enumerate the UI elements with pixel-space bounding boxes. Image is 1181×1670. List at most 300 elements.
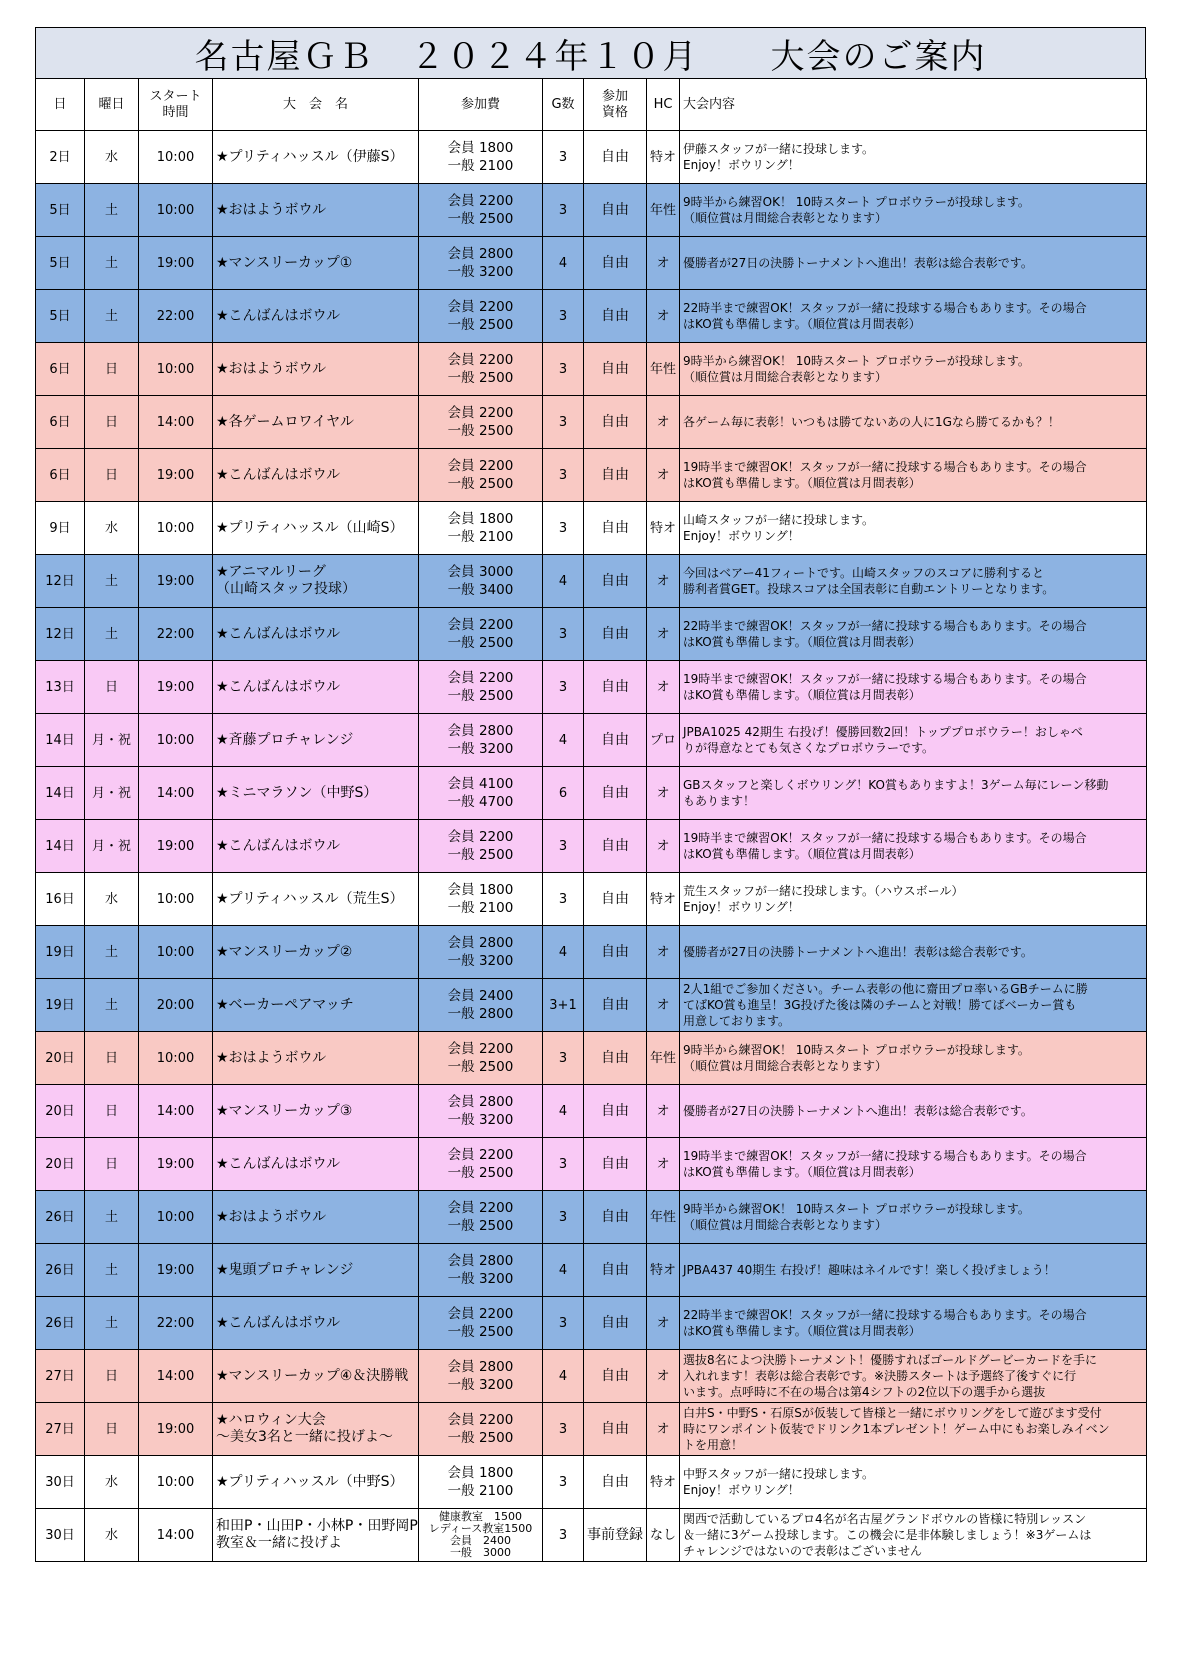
event-name-cell-line: ★こんばんはボウル	[216, 625, 341, 642]
games-cell: 4	[543, 1244, 584, 1297]
content-cell	[680, 1138, 1147, 1191]
event-name-cell-line: ★アニマルリーグ	[216, 564, 326, 580]
fee-cell-line: 会員 2200	[447, 352, 514, 368]
condition-cell: 自由	[584, 1456, 647, 1509]
condition-cell: 自由	[584, 1085, 647, 1138]
day-cell: 14日	[36, 820, 85, 873]
fee-cell-line: 一般 2500	[447, 1430, 514, 1446]
fee-cell-line: 健康教室 1500	[439, 1510, 522, 1523]
hc-cell: オ	[647, 608, 680, 661]
content-cell-line: 入れれます！表彰は総合表彰です。※決勝スタートは予選終了後すぐに行	[683, 1369, 1077, 1383]
games-cell: 3+1	[543, 979, 584, 1032]
fee-cell-line: 会員 2800	[447, 935, 514, 951]
weekday-cell: 水	[85, 502, 139, 555]
event-name-cell	[213, 767, 419, 820]
start-time-cell: 19:00	[139, 237, 213, 290]
games-cell: 3	[543, 1032, 584, 1085]
header-fee: 参加費	[419, 79, 543, 131]
day-cell: 2日	[36, 131, 85, 184]
content-cell-line: はKO賞も準備します。（順位賞は月間表彰）	[683, 688, 921, 702]
event-name-cell-line: ★おはようボウル	[216, 360, 327, 377]
games-cell: 3	[543, 1403, 584, 1456]
content-cell-line: はKO賞も準備します。（順位賞は月間表彰）	[683, 317, 921, 331]
table-row	[36, 608, 1147, 661]
start-time-cell: 22:00	[139, 608, 213, 661]
games-cell: 3	[543, 661, 584, 714]
content-cell-line: （順位賞は月間総合表彰となります）	[683, 211, 888, 225]
fee-cell-line: 一般 2500	[447, 211, 514, 227]
content-cell	[680, 237, 1147, 290]
condition-cell: 自由	[584, 555, 647, 608]
event-name-cell	[213, 396, 419, 449]
fee-cell-line: 会員 1800	[447, 140, 514, 156]
day-cell: 6日	[36, 396, 85, 449]
table-row	[36, 1297, 1147, 1350]
content-cell-line: Enjoy！ボウリング！	[683, 1483, 800, 1497]
event-name-cell-line: ★こんばんはボウル	[216, 1314, 341, 1331]
start-time-cell: 14:00	[139, 1350, 213, 1403]
table-row	[36, 714, 1147, 767]
fee-cell-line: 会員 2200	[447, 617, 514, 633]
event-name-cell-line: ★こんばんはボウル	[216, 678, 341, 695]
content-cell-line: 9時半から練習OK！ 10時スタート プロボウラーが投球します。	[683, 195, 1030, 209]
fee-cell-line: 一般 2500	[447, 1218, 514, 1234]
games-cell: 4	[543, 714, 584, 767]
table-row	[36, 237, 1147, 290]
header-content: 大会内容	[680, 79, 1147, 131]
content-cell-line: 山崎スタッフが一緒に投球します。	[683, 513, 875, 527]
start-time-cell: 14:00	[139, 1509, 213, 1562]
hc-cell: 特オ	[647, 1456, 680, 1509]
hc-cell: オ	[647, 820, 680, 873]
hc-cell: オ	[647, 1138, 680, 1191]
content-cell-line: JPBA437 40期生 右投げ！趣味はネイルです！楽しく投げましょう！	[683, 1263, 1056, 1277]
condition-cell: 自由	[584, 184, 647, 237]
condition-cell: 自由	[584, 1403, 647, 1456]
content-cell	[680, 714, 1147, 767]
condition-cell: 自由	[584, 131, 647, 184]
weekday-cell: 土	[85, 290, 139, 343]
condition-cell: 自由	[584, 979, 647, 1032]
schedule-table	[35, 78, 1147, 1562]
event-name-cell	[213, 449, 419, 502]
event-name-cell	[213, 290, 419, 343]
fee-cell	[419, 237, 543, 290]
content-cell-line: （順位賞は月間総合表彰となります）	[683, 370, 888, 384]
games-cell: 3	[543, 873, 584, 926]
fee-cell-line: 会員 2200	[447, 405, 514, 421]
fee-cell	[419, 1244, 543, 1297]
games-cell: 3	[543, 1138, 584, 1191]
fee-cell-line: 一般 2500	[447, 1059, 514, 1075]
fee-cell-line: 一般 3200	[447, 1112, 514, 1128]
hc-cell: オ	[647, 1350, 680, 1403]
hc-cell: 特オ	[647, 873, 680, 926]
content-cell	[680, 1403, 1147, 1456]
event-name-cell	[213, 237, 419, 290]
fee-cell	[419, 714, 543, 767]
day-cell: 27日	[36, 1350, 85, 1403]
content-cell-line: 選抜8名によつ決勝トーナメント！優勝すればゴールドグービーカードを手に	[683, 1353, 1097, 1367]
weekday-cell: 日	[85, 661, 139, 714]
event-name-cell-line: ★マンスリーカップ③	[216, 1102, 353, 1119]
fee-cell-line: 一般 4700	[447, 794, 514, 810]
content-cell-line: 22時半まで練習OK！スタッフが一緒に投球する場合もあります。その場合	[683, 619, 1087, 633]
event-name-cell-line: ★ハロウィン大会	[216, 1412, 326, 1428]
games-cell: 4	[543, 237, 584, 290]
content-cell	[680, 1191, 1147, 1244]
start-time-cell: 22:00	[139, 290, 213, 343]
condition-cell: 自由	[584, 714, 647, 767]
fee-cell-line: 一般 2100	[447, 900, 514, 916]
fee-cell-line: 一般 3200	[447, 264, 514, 280]
weekday-cell: 水	[85, 1456, 139, 1509]
fee-cell-line: 会員 2200	[447, 1412, 514, 1428]
games-cell: 3	[543, 290, 584, 343]
fee-cell-line: 一般 2100	[447, 158, 514, 174]
fee-cell-line: 会員 2800	[447, 1094, 514, 1110]
event-name-cell-line: 教室＆一緒に投げよ	[216, 1535, 342, 1551]
day-cell: 9日	[36, 502, 85, 555]
day-cell: 14日	[36, 767, 85, 820]
header-event-name: 大 会 名	[213, 79, 419, 131]
games-cell: 3	[543, 184, 584, 237]
start-time-cell: 14:00	[139, 767, 213, 820]
weekday-cell: 日	[85, 1138, 139, 1191]
event-name-cell-line: ★プリティハッスル（中野S）	[216, 1473, 404, 1490]
content-cell	[680, 290, 1147, 343]
header-games: G数	[543, 79, 584, 131]
content-cell-line: 白井S・中野S・石原Sが仮装して皆様と一緒にボウリングをして遊びます受付	[683, 1406, 1102, 1420]
fee-cell	[419, 926, 543, 979]
fee-cell-line: 会員 1800	[447, 511, 514, 527]
content-cell-line: 22時半まで練習OK！スタッフが一緒に投球する場合もあります。その場合	[683, 1308, 1087, 1322]
event-name-cell-line: ★こんばんはボウル	[216, 1155, 341, 1172]
fee-cell	[419, 767, 543, 820]
day-cell: 19日	[36, 926, 85, 979]
event-name-cell	[213, 1191, 419, 1244]
hc-cell: オ	[647, 1297, 680, 1350]
content-cell	[680, 396, 1147, 449]
fee-cell	[419, 608, 543, 661]
hc-cell: なし	[647, 1509, 680, 1562]
condition-cell: 自由	[584, 873, 647, 926]
fee-cell-line: レディース教室1500	[428, 1522, 533, 1535]
content-cell-line: ＆一緒に3ゲーム投球します。この機会に是非体験しましょう！※3ゲームは	[683, 1528, 1092, 1542]
condition-cell: 自由	[584, 820, 647, 873]
condition-cell: 自由	[584, 396, 647, 449]
start-time-cell: 10:00	[139, 873, 213, 926]
content-cell-line: います。点呼時に不在の場合は第4シフトの2位以下の選手から選抜	[683, 1385, 1046, 1399]
day-cell: 26日	[36, 1244, 85, 1297]
hc-cell: 年性	[647, 184, 680, 237]
content-cell	[680, 555, 1147, 608]
hc-cell: 年性	[647, 1032, 680, 1085]
fee-cell-line: 一般 2500	[447, 370, 514, 386]
event-name-cell-line: ★マンスリーカップ①	[216, 254, 353, 271]
start-time-cell: 19:00	[139, 1138, 213, 1191]
start-time-cell: 19:00	[139, 449, 213, 502]
content-cell-line: 優勝者が27日の決勝トーナメントへ進出！表彰は総合表彰です。	[683, 945, 1033, 959]
hc-cell: オ	[647, 290, 680, 343]
weekday-cell: 日	[85, 1350, 139, 1403]
start-time-cell: 10:00	[139, 1191, 213, 1244]
day-cell: 30日	[36, 1509, 85, 1562]
hc-cell: オ	[647, 767, 680, 820]
day-cell: 16日	[36, 873, 85, 926]
table-row	[36, 979, 1147, 1032]
condition-cell: 自由	[584, 661, 647, 714]
day-cell: 26日	[36, 1191, 85, 1244]
content-cell-line: はKO賞も準備します。（順位賞は月間表彰）	[683, 1324, 921, 1338]
weekday-cell: 土	[85, 555, 139, 608]
day-cell: 20日	[36, 1085, 85, 1138]
start-time-cell: 19:00	[139, 1244, 213, 1297]
games-cell: 3	[543, 1297, 584, 1350]
weekday-cell: 日	[85, 1032, 139, 1085]
condition-cell: 自由	[584, 1297, 647, 1350]
content-cell-line: 時にワンポイント仮装でドリンク1本プレゼント！ゲーム中にもお楽しみイベン	[683, 1422, 1110, 1436]
fee-cell-line: 会員 2200	[447, 829, 514, 845]
fee-cell-line: 会員 2800	[447, 246, 514, 262]
fee-cell	[419, 661, 543, 714]
content-cell	[680, 131, 1147, 184]
games-cell: 3	[543, 343, 584, 396]
event-name-cell-line: ★こんばんはボウル	[216, 837, 341, 854]
header-start-time: スタート 時間	[139, 79, 213, 131]
content-cell	[680, 1509, 1147, 1562]
table-row	[36, 1403, 1147, 1456]
event-name-cell	[213, 1032, 419, 1085]
content-cell-line: はKO賞も準備します。（順位賞は月間表彰）	[683, 1165, 921, 1179]
content-cell-line: はKO賞も準備します。（順位賞は月間表彰）	[683, 476, 921, 490]
start-time-cell: 19:00	[139, 555, 213, 608]
fee-cell-line: 一般 3200	[447, 1377, 514, 1393]
content-cell-line: 19時半まで練習OK！スタッフが一緒に投球する場合もあります。その場合	[683, 1149, 1087, 1163]
content-cell-line: 19時半まで練習OK！スタッフが一緒に投球する場合もあります。その場合	[683, 672, 1087, 686]
day-cell: 27日	[36, 1403, 85, 1456]
event-name-cell	[213, 820, 419, 873]
event-name-cell-line: ★ミニマラソン（中野S）	[216, 784, 378, 801]
start-time-cell: 22:00	[139, 1297, 213, 1350]
hc-cell: オ	[647, 555, 680, 608]
day-cell: 13日	[36, 661, 85, 714]
games-cell: 4	[543, 555, 584, 608]
day-cell: 20日	[36, 1138, 85, 1191]
start-time-cell: 10:00	[139, 131, 213, 184]
table-row	[36, 1085, 1147, 1138]
content-cell-line: チャレンジではないので表彰はございません	[683, 1544, 923, 1558]
content-cell-line: 関西で活動しているプロ4名が名古屋グランドボウルの皆様に特別レッスン	[683, 1512, 1087, 1526]
content-cell	[680, 979, 1147, 1032]
fee-cell	[419, 1032, 543, 1085]
event-name-cell	[213, 343, 419, 396]
content-cell-line: Enjoy！ボウリング！	[683, 158, 800, 172]
content-cell	[680, 1085, 1147, 1138]
hc-cell: オ	[647, 926, 680, 979]
event-name-cell-line: ★鬼頭プロチャレンジ	[216, 1261, 354, 1278]
header-hc: HC	[647, 79, 680, 131]
games-cell: 4	[543, 1350, 584, 1403]
start-time-cell: 19:00	[139, 1403, 213, 1456]
start-time-cell: 19:00	[139, 661, 213, 714]
start-time-cell: 14:00	[139, 396, 213, 449]
weekday-cell: 土	[85, 1244, 139, 1297]
content-cell-line: もあります！	[683, 794, 756, 808]
condition-cell: 自由	[584, 1138, 647, 1191]
content-cell	[680, 343, 1147, 396]
content-cell-line: 優勝者が27日の決勝トーナメントへ進出！表彰は総合表彰です。	[683, 1104, 1033, 1118]
weekday-cell: 土	[85, 926, 139, 979]
event-name-cell	[213, 555, 419, 608]
content-cell	[680, 184, 1147, 237]
content-cell-line: トを用意！	[683, 1438, 744, 1452]
fee-cell-line: 会員 2800	[447, 1359, 514, 1375]
fee-cell-line: 会員 2400	[450, 1534, 511, 1547]
event-name-cell	[213, 1456, 419, 1509]
table-row	[36, 343, 1147, 396]
hc-cell: 年性	[647, 343, 680, 396]
event-name-cell	[213, 926, 419, 979]
table-row	[36, 290, 1147, 343]
event-name-cell-line: ★おはようボウル	[216, 1208, 327, 1225]
event-name-cell	[213, 502, 419, 555]
event-name-cell-line: ★こんばんはボウル	[216, 466, 341, 483]
event-name-cell-line: ★斉藤プロチャレンジ	[216, 731, 354, 748]
start-time-cell: 10:00	[139, 184, 213, 237]
weekday-cell: 土	[85, 1191, 139, 1244]
fee-cell-line: 会員 2200	[447, 1147, 514, 1163]
content-cell-line: 9時半から練習OK！ 10時スタート プロボウラーが投球します。	[683, 1043, 1030, 1057]
table-row	[36, 396, 1147, 449]
day-cell: 19日	[36, 979, 85, 1032]
table-row	[36, 873, 1147, 926]
schedule-rows	[36, 131, 1147, 1562]
fee-cell-line: 会員 2800	[447, 723, 514, 739]
fee-cell-line: 一般 2500	[447, 635, 514, 651]
fee-cell-line: 一般 2500	[447, 317, 514, 333]
header-condition: 参加 資格	[584, 79, 647, 131]
day-cell: 6日	[36, 343, 85, 396]
weekday-cell: 月・祝	[85, 820, 139, 873]
fee-cell	[419, 1350, 543, 1403]
event-name-cell	[213, 714, 419, 767]
condition-cell: 自由	[584, 926, 647, 979]
fee-cell-line: 会員 2400	[447, 988, 514, 1004]
event-name-cell-line: ★マンスリーカップ②	[216, 943, 353, 960]
fee-cell	[419, 1138, 543, 1191]
games-cell: 3	[543, 1191, 584, 1244]
fee-cell-line: 会員 1800	[447, 1465, 514, 1481]
header-weekday: 曜日	[85, 79, 139, 131]
fee-cell-line: 会員 3000	[447, 564, 514, 580]
table-row	[36, 1350, 1147, 1403]
start-time-cell: 19:00	[139, 820, 213, 873]
event-name-cell	[213, 1297, 419, 1350]
fee-cell	[419, 343, 543, 396]
header-day: 日	[36, 79, 85, 131]
day-cell: 20日	[36, 1032, 85, 1085]
content-cell	[680, 608, 1147, 661]
event-name-cell-line: ★マンスリーカップ④＆決勝戦	[216, 1367, 409, 1384]
fee-cell	[419, 979, 543, 1032]
content-cell	[680, 873, 1147, 926]
table-row	[36, 1244, 1147, 1297]
schedule-frame	[35, 27, 1146, 1562]
start-time-cell: 10:00	[139, 502, 213, 555]
day-cell: 5日	[36, 184, 85, 237]
fee-cell-line: 一般 2500	[447, 1324, 514, 1340]
event-name-cell-line: ★プリティハッスル（山崎S）	[216, 519, 404, 536]
content-cell-line: （順位賞は月間総合表彰となります）	[683, 1059, 888, 1073]
weekday-cell: 土	[85, 608, 139, 661]
condition-cell: 自由	[584, 237, 647, 290]
content-cell-line: はKO賞も準備します。（順位賞は月間表彰）	[683, 635, 921, 649]
content-cell	[680, 1297, 1147, 1350]
header-row	[36, 79, 1147, 131]
fee-cell-line: 会員 2200	[447, 670, 514, 686]
content-cell-line: 9時半から練習OK！ 10時スタート プロボウラーが投球します。	[683, 1202, 1030, 1216]
content-cell-line: Enjoy！ボウリング！	[683, 900, 800, 914]
fee-cell-line: 一般 2500	[447, 476, 514, 492]
fee-cell-line: 一般 3200	[447, 741, 514, 757]
condition-cell: 自由	[584, 1032, 647, 1085]
content-cell	[680, 1244, 1147, 1297]
weekday-cell: 月・祝	[85, 767, 139, 820]
content-cell-line: てばKO賞も進呈！3G投げた後は隣のチームと対戦！勝てばベーカー賞も	[683, 998, 1077, 1012]
fee-cell-line: 一般 2500	[447, 1165, 514, 1181]
start-time-cell: 10:00	[139, 1456, 213, 1509]
content-cell	[680, 502, 1147, 555]
fee-cell	[419, 1085, 543, 1138]
event-name-cell-line: ～美女3名と一緒に投げよ～	[216, 1429, 393, 1445]
day-cell: 12日	[36, 555, 85, 608]
start-time-cell: 10:00	[139, 926, 213, 979]
fee-cell	[419, 1456, 543, 1509]
table-row	[36, 820, 1147, 873]
hc-cell: オ	[647, 396, 680, 449]
event-name-cell	[213, 608, 419, 661]
hc-cell: 特オ	[647, 502, 680, 555]
fee-cell	[419, 184, 543, 237]
weekday-cell: 日	[85, 449, 139, 502]
fee-cell-line: 一般 2500	[447, 688, 514, 704]
event-name-cell-line: ★プリティハッスル（荒生S）	[216, 890, 404, 907]
games-cell: 3	[543, 131, 584, 184]
hc-cell: プロ	[647, 714, 680, 767]
games-cell: 4	[543, 1085, 584, 1138]
fee-cell-line: 一般 3200	[447, 953, 514, 969]
event-name-cell-line: （山崎スタッフ投球）	[216, 581, 356, 597]
fee-cell-line: 会員 2200	[447, 1306, 514, 1322]
fee-cell-line: 会員 2200	[447, 299, 514, 315]
weekday-cell: 土	[85, 979, 139, 1032]
table-row	[36, 767, 1147, 820]
fee-cell-line: 一般 3000	[450, 1546, 511, 1559]
fee-cell-line: 一般 2500	[447, 423, 514, 439]
fee-cell-line: 会員 4100	[447, 776, 514, 792]
day-cell: 14日	[36, 714, 85, 767]
weekday-cell: 土	[85, 184, 139, 237]
hc-cell: 年性	[647, 1191, 680, 1244]
condition-cell: 自由	[584, 502, 647, 555]
content-cell	[680, 661, 1147, 714]
content-cell-line: 勝利者賞GET。投球スコアは全国表彰に自動エントリーとなります。	[683, 582, 1055, 596]
hc-cell: オ	[647, 449, 680, 502]
event-name-cell	[213, 184, 419, 237]
fee-cell-line: 会員 1800	[447, 882, 514, 898]
content-cell	[680, 1032, 1147, 1085]
